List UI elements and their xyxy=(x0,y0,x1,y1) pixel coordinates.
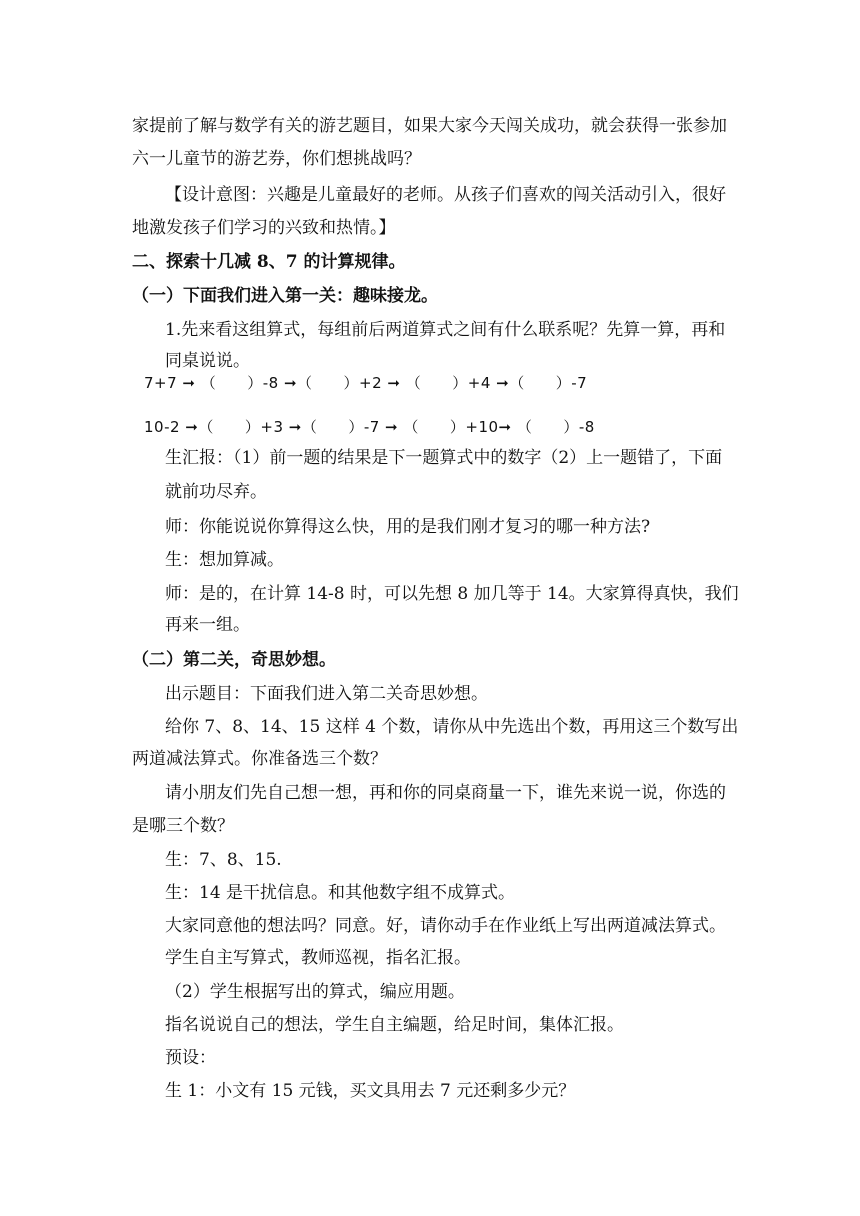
subsection-heading: （二）第二关，奇思妙想。 xyxy=(132,650,336,670)
paragraph-line: 学生自主写算式，教师巡视，指名汇报。 xyxy=(165,948,471,968)
equation-chain-1: 7+7 ➞ （ ）-8 ➞（ ）+2 ➞ （ ）+4 ➞（ ）-7 xyxy=(144,374,588,392)
paragraph-line: 指名说说自己的想法，学生自主编题，给足时间，集体汇报。 xyxy=(165,1015,624,1035)
paragraph-line: 就前功尽弃。 xyxy=(165,482,267,502)
paragraph-line: 生汇报：（1）前一题的结果是下一题算式中的数字（2）上一题错了，下面 xyxy=(165,448,723,468)
section-heading: 二、探索十几减 8、7 的计算规律。 xyxy=(132,252,406,272)
equation-chain-2: 10-2 ➞（ ）+3 ➞（ ）-7 ➞ （ ）+10➞ （ ）-8 xyxy=(144,418,595,436)
paragraph-line: 生 1：小文有 15 元钱，买文具用去 7 元还剩多少元？ xyxy=(165,1081,576,1101)
paragraph-line: 地激发孩子们学习的兴致和热情。】 xyxy=(132,218,396,238)
paragraph-line: 师：是的，在计算 14-8 时，可以先想 8 加几等于 14。大家算得真快，我们 xyxy=(165,584,739,604)
paragraph-line: 生：7、8、15. xyxy=(165,850,282,870)
paragraph-line: 家提前了解与数学有关的游艺题目，如果大家今天闯关成功，就会获得一张参加 xyxy=(132,116,727,136)
paragraph-line: 【设计意图：兴趣是儿童最好的老师。从孩子们喜欢的闯关活动引入，很好 xyxy=(165,185,726,205)
paragraph-line: 生：想加算减。 xyxy=(165,550,284,570)
paragraph-line: 大家同意他的想法吗？同意。好，请你动手在作业纸上写出两道减法算式。 xyxy=(165,916,726,936)
paragraph-line: 是哪三个数？ xyxy=(132,816,234,836)
paragraph-line: 给你 7、8、14、15 这样 4 个数，请你从中先选出个数，再用这三个数写出 xyxy=(165,717,739,737)
paragraph-line: 生：14 是干扰信息。和其他数字组不成算式。 xyxy=(165,883,516,903)
subsection-heading: （一）下面我们进入第一关：趣味接龙。 xyxy=(132,286,438,306)
paragraph-line: 1.先来看这组算式，每组前后两道算式之间有什么联系呢？先算一算，再和 xyxy=(165,320,726,340)
paragraph-line: 请小朋友们先自己想一想，再和你的同桌商量一下，谁先来说一说，你选的 xyxy=(165,783,726,803)
paragraph-line: 再来一组。 xyxy=(165,615,250,635)
paragraph-line: 预设： xyxy=(165,1048,216,1068)
paragraph-line: 出示题目：下面我们进入第二关奇思妙想。 xyxy=(165,684,488,704)
paragraph-line: 两道减法算式。你准备选三个数？ xyxy=(132,749,387,769)
paragraph-line: 师：你能说说你算得这么快，用的是我们刚才复习的哪一种方法? xyxy=(165,517,651,537)
paragraph-line: 六一儿童节的游艺券，你们想挑战吗？ xyxy=(132,149,421,169)
paragraph-line: （2）学生根据写出的算式，编应用题。 xyxy=(165,982,465,1002)
paragraph-line: 同桌说说。 xyxy=(165,351,250,371)
